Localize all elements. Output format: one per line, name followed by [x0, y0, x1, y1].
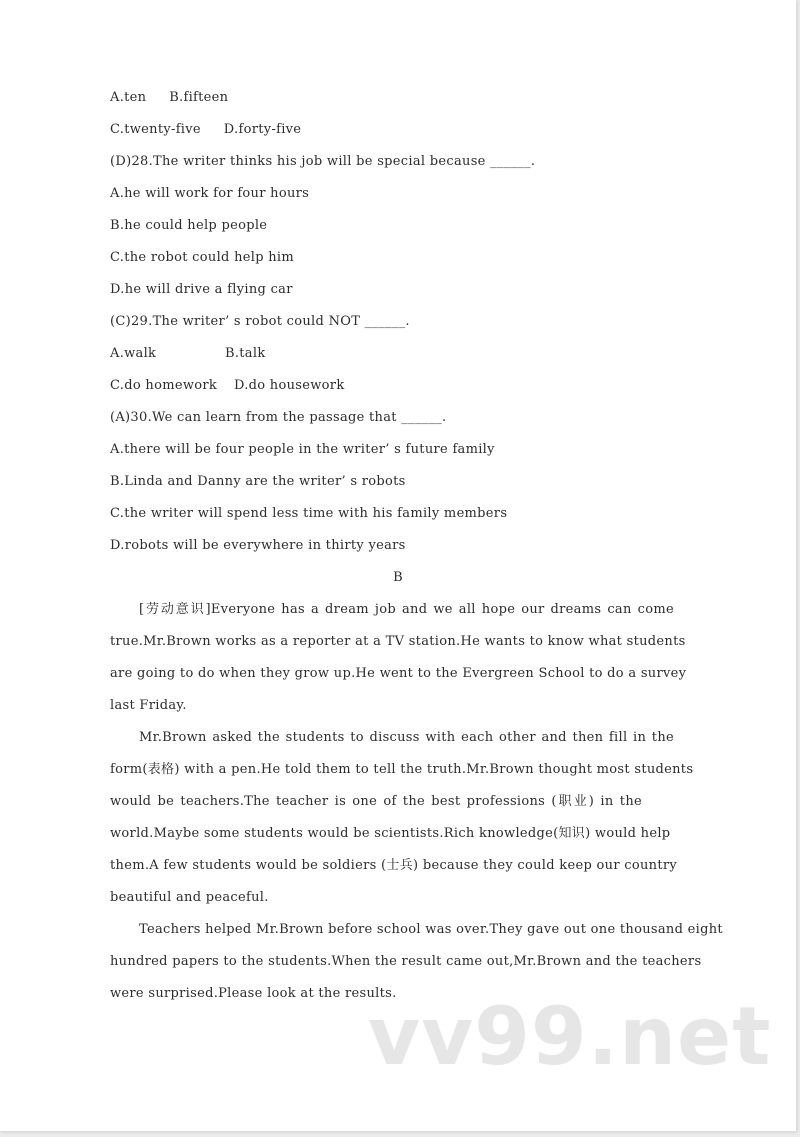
q30-option-c: C.the writer will spend less time with his family members: [110, 506, 508, 521]
q29-option-c: C.do homework: [110, 378, 218, 393]
passage-line: [劳动意识]Everyone has a dream job and we all hope our dreams can come: [139, 602, 674, 617]
q27-options-row-2: [110, 120, 674, 140]
passage-line: world.Maybe some students would be scientists.Rich knowledge(知识) would help: [110, 826, 671, 841]
q29-option-a: A.walk: [110, 346, 157, 361]
watermark: vv99.net: [368, 990, 772, 1083]
option-c: C.twenty-five: [110, 122, 201, 137]
passage-line: beautiful and peaceful.: [110, 890, 269, 905]
passage-line: are going to do when they grow up.He went to the Evergreen School to do a survey: [110, 666, 687, 681]
q29-option-b: B.talk: [225, 346, 266, 361]
q27-options-row-1: [110, 88, 674, 108]
q28-option-c: C.the robot could help him: [110, 250, 295, 265]
passage-line: form(表格) with a pen.He told them to tell the truth.Mr.Brown thought most students: [110, 762, 694, 777]
passage-line: were surprised.Please look at the results.: [110, 986, 397, 1001]
q30-option-b: B.Linda and Danny are the writer’ s robots: [110, 474, 406, 489]
section-b-title: B: [393, 570, 403, 585]
passage-line: them.A few students would be soldiers (士兵) because they could keep our country: [110, 858, 677, 873]
q30-option-a: A.there will be four people in the writer’ s future family: [110, 442, 495, 457]
q29-options-row-1: [110, 344, 674, 364]
q30-stem: (A)30.We can learn from the passage that ______.: [110, 410, 447, 425]
passage-line: true.Mr.Brown works as a reporter at a TV station.He wants to know what students: [110, 634, 686, 649]
q28-stem: (D)28.The writer thinks his job will be special because ______.: [110, 154, 536, 169]
q29-option-d: D.do housework: [233, 378, 345, 393]
q28-option-d: D.he will drive a flying car: [110, 282, 293, 297]
option-b: B.fifteen: [169, 90, 229, 105]
passage-line: would be teachers.The teacher is one of the best professions (职业) in the: [110, 794, 642, 809]
q29-options-row-2: [110, 376, 674, 396]
q29-stem: (C)29.The writer’ s robot could NOT ______.: [110, 314, 410, 329]
option-d: D.forty-five: [223, 122, 302, 137]
passage-line: hundred papers to the students.When the result came out,Mr.Brown and the teachers: [110, 954, 702, 969]
option-a: A.ten: [110, 90, 147, 105]
q28-option-a: A.he will work for four hours: [110, 186, 310, 201]
q28-option-b: B.he could help people: [110, 218, 268, 233]
passage-line: last Friday.: [110, 698, 187, 713]
passage-line: Teachers helped Mr.Brown before school was over.They gave out one thousand eight: [139, 922, 723, 937]
q30-option-d: D.robots will be everywhere in thirty years: [110, 538, 406, 553]
passage-line: Mr.Brown asked the students to discuss with each other and then fill in the: [139, 730, 674, 745]
